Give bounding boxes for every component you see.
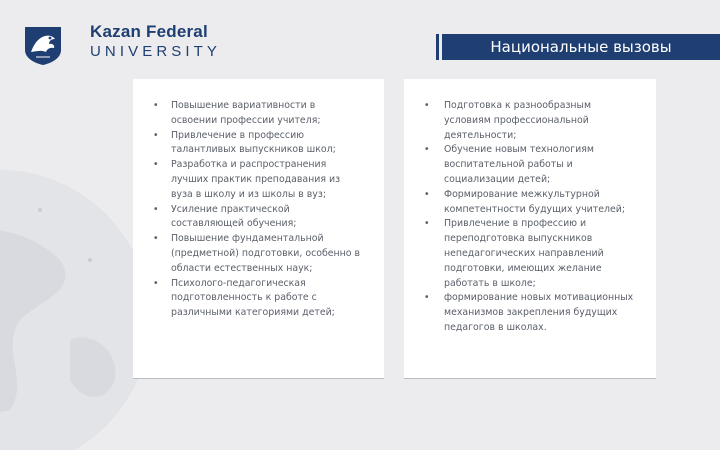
list-item: • Повышение фундаментальной (предметной) подготовки, особенно в области естественных наук; <box>147 232 362 276</box>
slide-title-text: Национальные вызовы <box>490 38 672 56</box>
list-item: • Психолого-педагогическая подготовленность к работе с различными категориями детей; <box>147 277 362 321</box>
list-item: • Привлечение в профессию и переподготовка выпускников непедагогических направлений подготовки, имеющих желание работать в школе; <box>418 217 634 291</box>
list-item: • формирование новых мотивационных механизмов закрепления будущих педагогов в школах. <box>418 291 634 335</box>
right-bullet-list <box>418 99 634 336</box>
list-item: • Привлечение в профессию талантливых выпускников школ; <box>147 129 362 159</box>
slide-title <box>442 34 720 60</box>
left-card <box>133 79 384 379</box>
kfu-logo <box>22 24 64 66</box>
list-item: • Усиление практической составляющей обучения; <box>147 203 362 233</box>
list-item: • Подготовка к разнообразным условиям профессиональной деятельности; <box>418 99 634 143</box>
right-card <box>404 79 656 379</box>
list-item: • Повышение вариативности в освоении профессии учителя; <box>147 99 362 129</box>
list-item: • Формирование межкультурной компетентности будущих учителей; <box>418 188 634 218</box>
list-item: • Разработка и распространения лучших практик преподавания из вуза в школу и из школы в вуз; <box>147 158 362 202</box>
left-bullet-list <box>147 99 362 321</box>
university-wordmark <box>90 22 221 62</box>
kfu-emblem-icon <box>22 24 64 66</box>
list-item: • Обучение новым технологиям воспитательной работы и социализации детей; <box>418 143 634 187</box>
logo-line-2: UNIVERSITY <box>90 43 222 60</box>
logo-line-1: Kazan Federal <box>90 22 208 41</box>
title-accent-bar <box>436 34 439 60</box>
